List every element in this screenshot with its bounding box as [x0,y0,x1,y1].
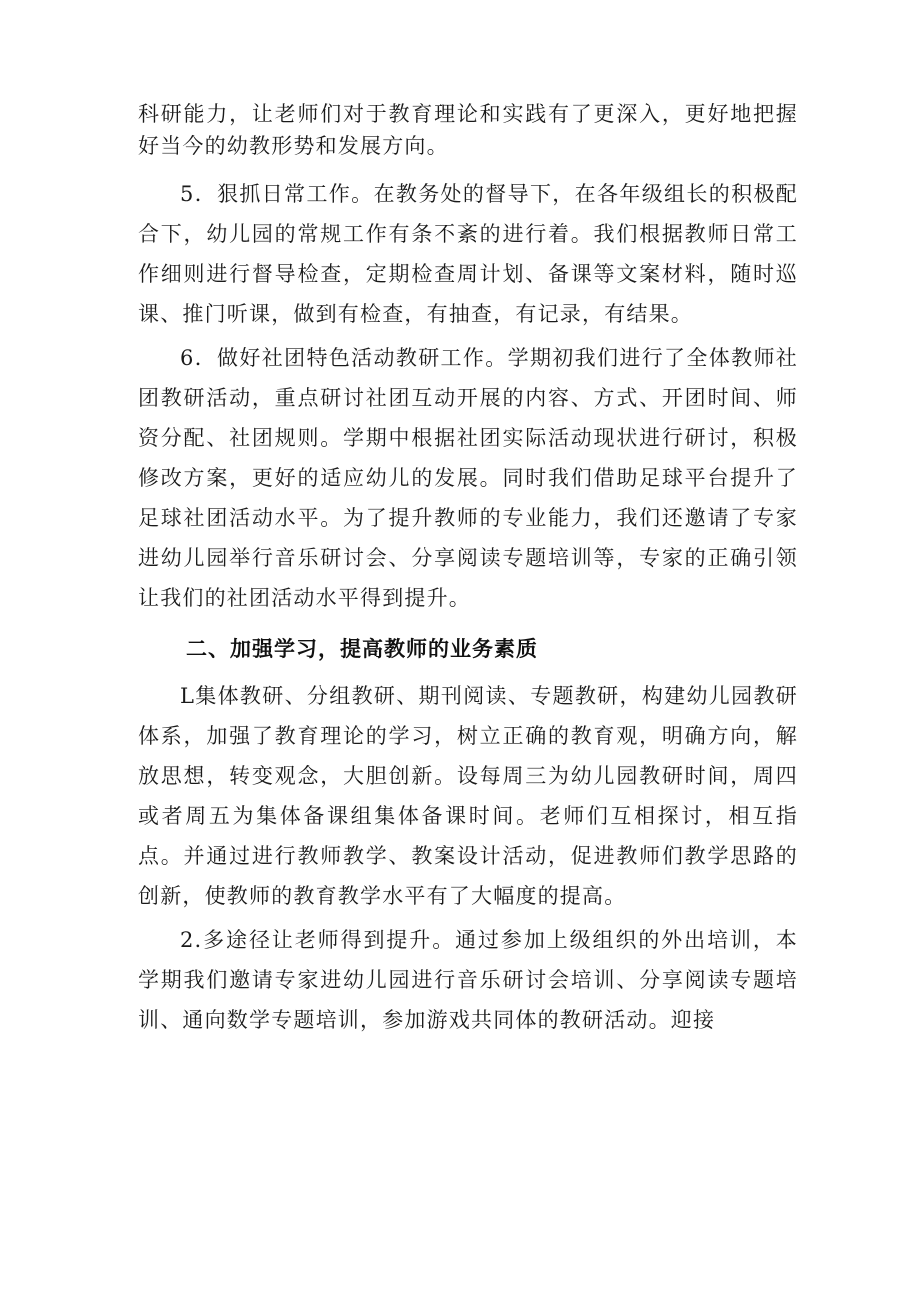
section-heading-2: 二、加强学习，提高教师的业务素质 [186,637,538,661]
paragraph-item-2: 2.多途径让老师得到提升。通过参加上级组织的外出培训，本学期我们邀请专家进幼儿园进行音乐研讨会培训、分享阅读专题培训、通向数学专题培训，参加游戏共同体的教研活动。迎接 [138,928,798,1032]
paragraph-item-1: L集体教研、分组教研、期刊阅读、专题教研，构建幼儿园教研体系，加强了教育理论的学习，树立正确的教育观，明确方向，解放思想，转变观念，大胆创新。设每周三为幼儿园教研时间，周四或者周五为集体备课组集体备课时间。老师们互相探讨，相互指点。并通过进行教师教学、教案设计活动，促进教师们教学思路的创新，使教师的教育教学水平有了大幅度的提高。 [138,684,798,908]
paragraph-item-6: 6．做好社团特色活动教研工作。学期初我们进行了全体教师社团教研活动，重点研讨社团互动开展的内容、方式、开团时间、师资分配、社团规则。学期中根据社团实际活动现状进行研讨，积极修改方案，更好的适应幼儿的发展。同时我们借助足球平台提升了足球社团活动水平。为了提升教师的专业能力，我们还邀请了专家进幼儿园举行音乐研讨会、分享阅读专题培训等，专家的正确引领让我们的社团活动水平得到提升。 [138,346,798,610]
document-body [138,98,798,1040]
paragraph-item-5: 5．狠抓日常工作。在教务处的督导下，在各年级组长的积极配合下，幼儿园的常规工作有条不紊的进行着。我们根据教师日常工作细则进行督导检查，定期检查周计划、备课等文案材料，随时巡课、推门听课，做到有检查，有抽查，有记录，有结果。 [138,182,798,326]
paragraph-continued: 科研能力，让老师们对于教育理论和实践有了更深入，更好地把握好当今的幼教形势和发展方向。 [138,102,798,158]
